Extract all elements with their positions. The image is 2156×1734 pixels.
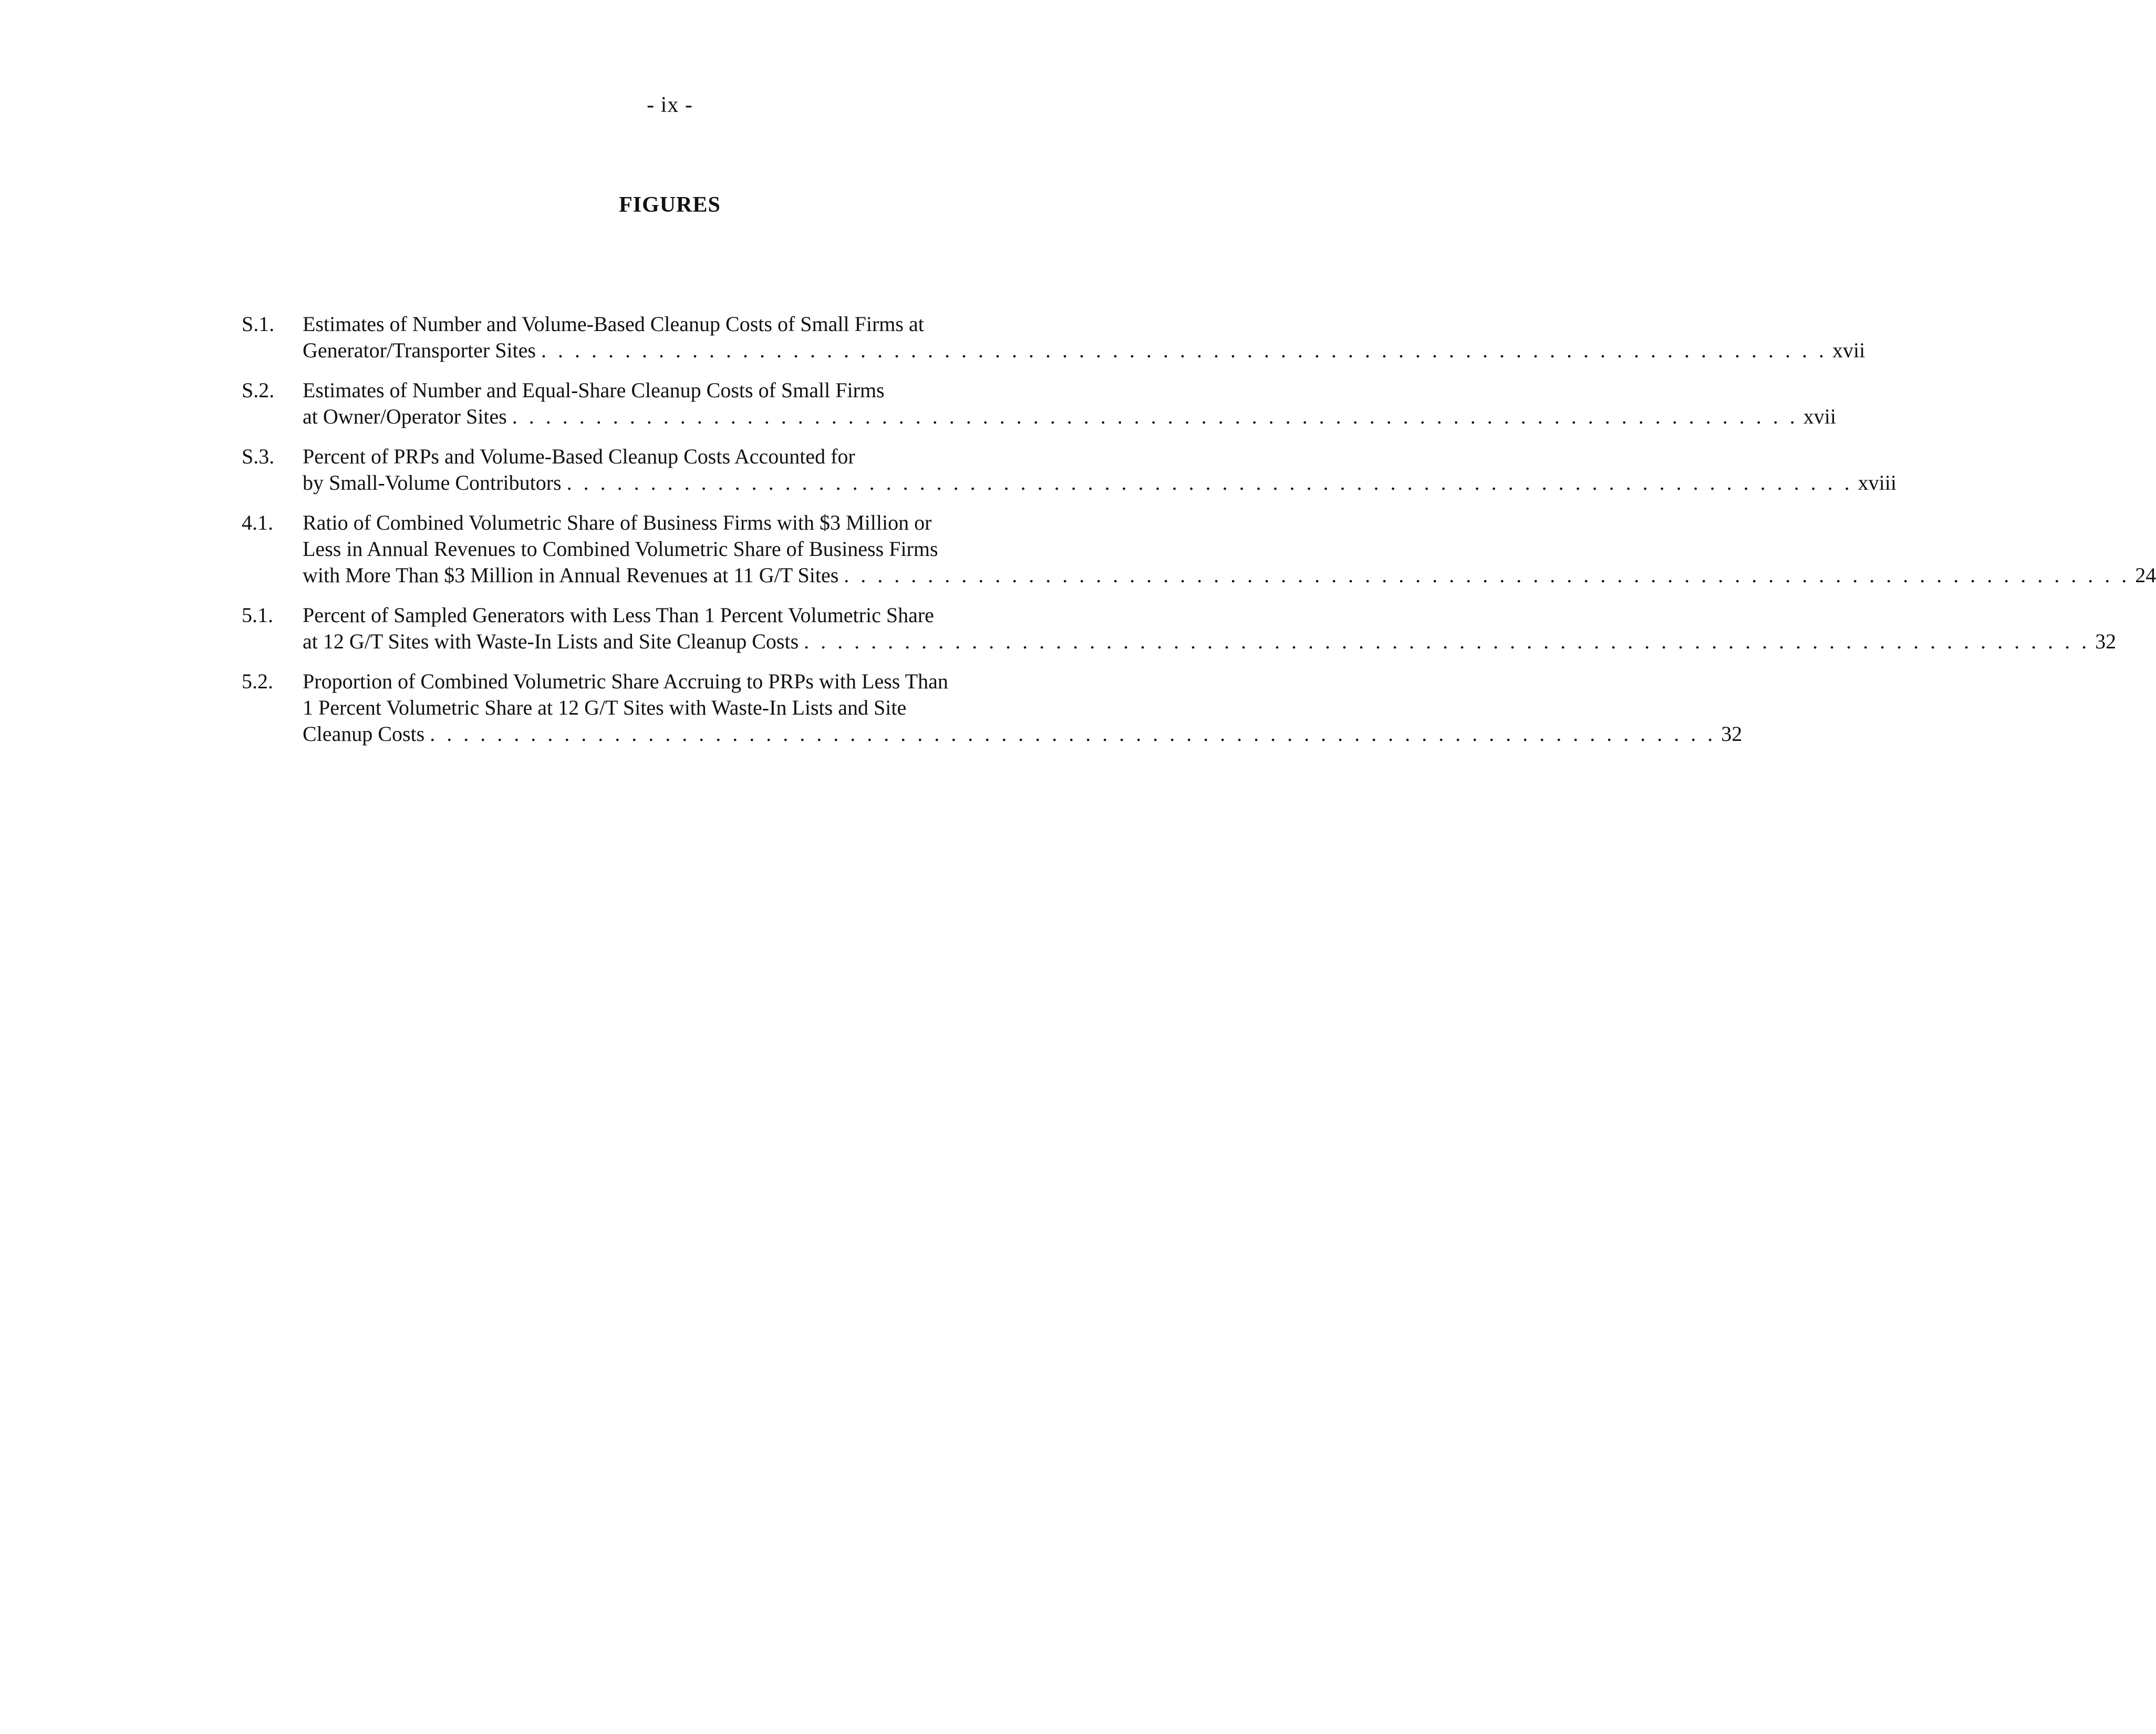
figure-number: S.3. [242,445,275,468]
figure-entry [242,377,1837,430]
figure-title [303,311,1865,364]
figure-title [303,510,2156,589]
figure-title-line: 1 Percent Volumetric Share at 12 G/T Sites with Waste-In Lists and Site [303,696,907,719]
figure-title-line: Percent of PRPs and Volume-Based Cleanup Costs Accounted for [303,445,855,468]
figure-title-line: Generator/Transporter Sites [303,338,536,362]
figure-title-line: Proportion of Combined Volumetric Share Accruing to PRPs with Less Than [303,669,948,693]
dot-leader: . . . . . . . . . . . . . . . . . . . . . . . . . . . . . . . . . . . . . . . . . . . . . . . . . . . . . . . . . . . . . . . . . . . . . . . . . . . . . [512,405,1798,428]
figure-number: 5.1. [242,603,273,627]
page-reference: 32 [2095,629,2117,653]
figures-list [242,311,2156,761]
figure-title-line: Estimates of Number and Volume-Based Cleanup Costs of Small Firms at [303,312,924,336]
page-reference: 32 [1721,722,1743,746]
figure-title-line: with More Than $3 Million in Annual Revenues at 11 G/T Sites [303,563,839,587]
page-reference: xvii [1803,405,1837,428]
figure-title [303,443,1896,496]
figure-title [303,602,2116,655]
figure-title [303,377,1836,430]
dot-leader: . . . . . . . . . . . . . . . . . . . . . . . . . . . . . . . . . . . . . . . . . . . . . . . . . . . . . . . . . . . . . . . . . . . . . . . . . . . . . [541,338,1827,362]
figure-title-last-line [303,628,2116,655]
figure-title-last-line [303,721,1742,747]
figure-title-last-line [303,404,1836,430]
figure-number: S.2. [242,378,275,402]
page-reference: 24 [2135,563,2156,587]
figure-title-line: at Owner/Operator Sites [303,405,507,428]
dot-leader: . . . . . . . . . . . . . . . . . . . . . . . . . . . . . . . . . . . . . . . . . . . . . . . . . . . . . . . . . . . . . . . . . . . . . . . . . . . . . [566,471,1853,494]
figure-title [303,668,1742,747]
figure-number: S.1. [242,312,275,336]
page-reference: xvii [1832,338,1865,362]
dot-leader: . . . . . . . . . . . . . . . . . . . . . . . . . . . . . . . . . . . . . . . . . . . . . . . . . . . . . . . . . . . . . . . . . . . . . . . . . . . . . [430,722,1716,746]
figure-title-line: Cleanup Costs [303,722,425,746]
figure-title-line: Estimates of Number and Equal-Share Cleanup Costs of Small Firms [303,378,885,402]
dot-leader: . . . . . . . . . . . . . . . . . . . . . . . . . . . . . . . . . . . . . . . . . . . . . . . . . . . . . . . . . . . . . . . . . . . . . . . . . . . . . [844,563,2130,587]
figure-title-line: Percent of Sampled Generators with Less Than 1 Percent Volumetric Share [303,603,934,627]
page-number: - ix - [647,93,693,117]
figure-title-line: by Small-Volume Contributors [303,471,562,494]
figure-entry [242,602,2117,655]
figure-entry [242,668,1743,747]
figure-title-last-line [303,562,2156,589]
figure-title-last-line [303,337,1865,364]
figure-title-last-line [303,470,1896,496]
page-reference: xviii [1858,471,1896,494]
figure-title-line: Ratio of Combined Volumetric Share of Business Firms with $3 Million or [303,511,932,534]
figure-title-line: Less in Annual Revenues to Combined Volumetric Share of Business Firms [303,537,938,561]
figure-entry [242,311,1865,364]
page-title: FIGURES [619,193,721,217]
figure-title-line: at 12 G/T Sites with Waste-In Lists and Site Cleanup Costs [303,629,799,653]
figure-entry [242,443,1896,496]
figure-number: 5.2. [242,669,273,693]
dot-leader: . . . . . . . . . . . . . . . . . . . . . . . . . . . . . . . . . . . . . . . . . . . . . . . . . . . . . . . . . . . . . . . . . . . . . . . . . . . . . [804,629,2090,653]
figure-number: 4.1. [242,511,273,534]
figure-entry [242,510,2156,589]
